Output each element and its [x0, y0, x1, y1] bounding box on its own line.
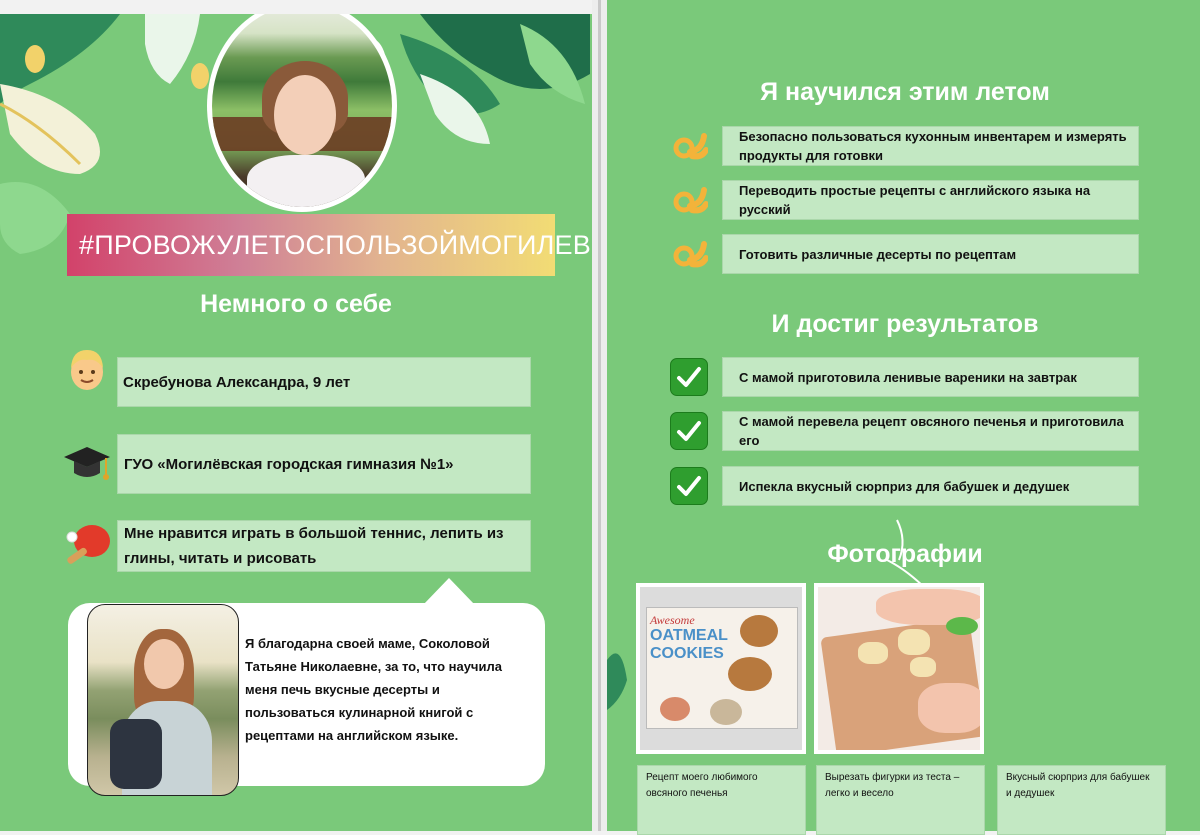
- photo-caption-text: Вкусный сюрприз для бабушек и дедушек: [1006, 772, 1150, 799]
- cutting-dough-photo: [814, 583, 984, 754]
- learned-item: [722, 126, 1139, 166]
- result-item-text: Испекла вкусный сюрприз для бабушек и дедушек: [739, 478, 1070, 494]
- hashtag-banner: #ПРОВОЖУЛЕТОСПОЛЬЗОЙМОГИЛЕВ: [67, 214, 555, 276]
- speech-bubble-tail: [423, 578, 475, 605]
- learned-item-text: Готовить различные десерты по рецептам: [739, 246, 1017, 262]
- ok-hand-emoji-icon: [672, 126, 708, 166]
- learned-heading: Я научился этим летом: [760, 78, 1050, 106]
- photo-caption-text: Вырезать фигурки из теста – легко и весело: [825, 772, 960, 799]
- about-item-name: [117, 357, 531, 407]
- cookbook-title-line3: COOKIES: [650, 645, 724, 662]
- ping-pong-emoji-icon: [60, 523, 114, 578]
- page-divider: [598, 0, 601, 831]
- left-page: [0, 14, 592, 831]
- about-item-hobbies: [117, 520, 531, 572]
- learned-item-text: Безопасно пользоваться кухонным инвентарем и измерять продукты для готовки: [739, 129, 1127, 163]
- ok-hand-emoji-icon: [672, 234, 708, 274]
- about-item-name-text: Скребунова Александра, 9 лет: [123, 373, 351, 391]
- result-item-text: С мамой приготовила ленивые вареники на завтрак: [739, 369, 1077, 385]
- check-mark-icon: [670, 412, 708, 450]
- graduation-cap-emoji-icon: [62, 441, 112, 498]
- about-item-school-text: ГУО «Могилёвская городская гимназия №1»: [124, 455, 454, 473]
- check-mark-icon: [670, 358, 708, 396]
- photos-heading: Фотографии: [827, 540, 983, 568]
- learned-item: [722, 180, 1139, 220]
- cookbook-title-line1: Awesome: [650, 613, 695, 627]
- about-heading: Немного о себе: [200, 290, 392, 318]
- photo-caption-text: Рецепт моего любимого овсяного печенья: [646, 772, 758, 799]
- cookbook-photo: [636, 583, 806, 754]
- result-item: [722, 466, 1139, 506]
- learned-item-text: Переводить простые рецепты с английского языка на русский: [739, 183, 1091, 217]
- photo-caption: [997, 765, 1166, 835]
- result-item: [722, 357, 1139, 397]
- result-item: [722, 411, 1139, 451]
- ok-hand-emoji-icon: [672, 180, 708, 220]
- about-item-hobbies-text: Мне нравится играть в большой теннис, лепить из глины, читать и рисовать: [124, 525, 504, 567]
- mother-photo: [87, 604, 239, 796]
- learned-item: [722, 234, 1139, 274]
- gratitude-text: Я благодарна своей маме, Соколовой Татьяне Николаевне, за то, что научила меня печь вкусные десерты и пользоваться кулинарной книгой с рецептами на английском языке.: [245, 636, 502, 743]
- result-item-text: С мамой перевела рецепт овсяного печенья и приготовила его: [739, 414, 1124, 448]
- results-heading: И достиг результатов: [771, 310, 1039, 338]
- boy-face-emoji-icon: [66, 346, 108, 399]
- photo-caption: [816, 765, 985, 835]
- check-mark-icon: [670, 467, 708, 505]
- cookbook-title-line2: OATMEAL: [650, 627, 728, 644]
- photo-caption: [637, 765, 806, 835]
- about-item-school: [117, 434, 531, 494]
